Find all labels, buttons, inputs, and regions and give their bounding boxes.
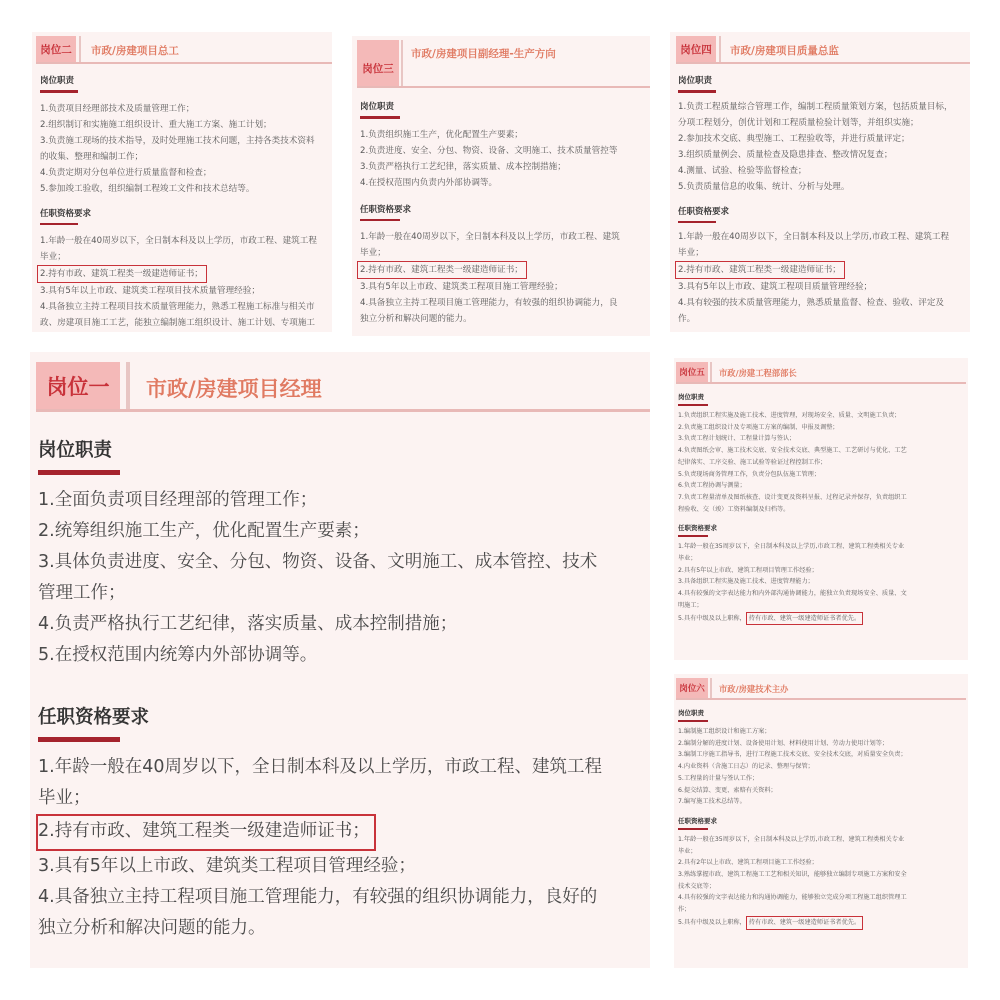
duty-item: 1.负责组织施工生产，优化配置生产要素； [360, 129, 523, 140]
duties-heading: 岗位职责 [38, 440, 113, 461]
duties-heading: 岗位职责 [360, 102, 395, 112]
duty-item: 5.工程量的计量与签认工作； [678, 774, 759, 782]
duty-item: 2.负责进度、安全、分包、物资、设备、文明施工、技术质量管控等 [360, 145, 618, 156]
duty-item: 的收集、整理和编制工作； [40, 151, 144, 162]
position-badge: 岗位三 [357, 40, 399, 86]
requirement-item: 毕业； [678, 847, 697, 855]
job-card-header [676, 36, 970, 64]
highlighted-requirement: 持有市政、建筑一级建造师证书者优先。 [746, 916, 863, 930]
duties-section [352, 88, 650, 191]
duty-item: 2.参加技术交底、典型施工、工程验收等，并进行质量评定； [678, 133, 910, 144]
requirement-item: 4.具备独立主持工程项目施工管理能力，有较强的组织协调能力，良好的 [38, 887, 598, 907]
requirement-item: 4.具有较强的文字表达能力和内外部沟通协调能力，能独立负责现场安全、质量、文 [678, 590, 907, 598]
duty-item: 4.负责图纸会审、施工技术交底、安全技术交底、典型施工、工艺研讨与优化、工艺 [678, 447, 907, 455]
heading-underline [678, 404, 708, 406]
requirements-heading: 任职资格要求 [678, 206, 730, 217]
duty-item: 1.全面负责项目经理部的管理工作； [38, 490, 318, 510]
job-card-position-5 [674, 358, 968, 660]
heading-underline [678, 720, 708, 722]
requirement-item: 3.具有5年以上市政、建筑类工程项目技术质量管理经验； [40, 286, 260, 296]
requirement-item: 技术交底等； [678, 882, 716, 890]
duty-item: 2.组织制订和实施施工组织设计、重大施工方案、施工计划； [40, 119, 272, 130]
duty-item: 4.负责定期对分包单位进行质量监督和检查； [40, 167, 212, 178]
requirement-item: 2.具有5年以上市政、建筑工程项目管理工作经验； [678, 566, 818, 574]
requirement-item: 毕业； [360, 248, 386, 258]
heading-underline [678, 90, 716, 93]
duty-item: 7.编写施工技术总结等。 [678, 798, 746, 806]
duty-item: 5.负责现场商务管理工作，负责分包队伍施工管理； [678, 470, 821, 478]
requirement-item: 4.具有较强的文字表达能力和沟通协调能力，能够独立完成分项工程施工组织管理工 [678, 894, 907, 902]
requirement-item [678, 916, 968, 930]
requirement-item: 政、房建项目施工工艺，能独立编制施工组织设计、施工计划、专项施工 [40, 318, 316, 328]
requirement-prefix: 5.具有中级及以上职称， [678, 614, 746, 622]
requirement-item: 1.年龄一般在40周岁以下，全日制本科及以上学历,市政工程、建筑工程 [678, 232, 950, 242]
requirement-item: 3.熟练掌握市政、建筑工程施工工艺和相关知识，能够独立编制专项施工方案和安全 [678, 871, 907, 879]
requirements-heading: 任职资格要求 [360, 204, 412, 215]
requirement-item: 1.年龄一般在40周岁以下，全日制本科及以上学历，市政工程、建筑工程 [40, 236, 317, 246]
requirement-item: 4.具有较强的技术质量管理能力，熟悉质量监督、检查、验收、评定及 [678, 298, 945, 308]
requirements-heading: 任职资格要求 [678, 816, 717, 825]
requirements-section [670, 195, 970, 328]
requirement-item: 1.年龄一般在40周岁以下，全日制本科及以上学历，市政工程、建筑 [360, 232, 620, 242]
heading-underline [38, 470, 120, 475]
duty-item: 6.提交结算、变更、索赔有关资料； [678, 786, 777, 794]
heading-underline [678, 535, 708, 537]
highlighted-requirement: 2.持有市政、建筑工程类一级建造师证书； [675, 261, 845, 279]
requirement-item: 毕业； [38, 788, 91, 808]
duty-item: 4.在授权范围内负责内外部协调等。 [360, 177, 498, 188]
duties-section [30, 412, 650, 671]
highlighted-requirement: 2.持有市政、建筑工程类一级建造师证书； [36, 814, 376, 851]
duties-heading: 岗位职责 [678, 76, 713, 86]
position-title: 市政/房建工程部部长 [719, 368, 797, 378]
position-title: 市政/房建项目经理 [146, 377, 322, 401]
duties-heading: 岗位职责 [678, 393, 704, 401]
requirement-item: 4.具备独立主持工程项目施工管理能力，有较强的组织协调能力，良 [360, 298, 618, 308]
position-badge: 岗位四 [676, 36, 716, 62]
requirements-heading: 任职资格要求 [40, 208, 92, 219]
duty-item: 3.负责施工现场的技术指导，及时处理施工技术问题，主持各类技术资料 [40, 135, 315, 146]
heading-underline [40, 90, 78, 93]
duty-item: 1.负责工程质量综合管理工作，编制工程质量策划方案，包括质量目标， [678, 101, 953, 112]
job-card-position-1 [30, 352, 650, 968]
requirement-item [678, 612, 968, 626]
job-card-header [676, 678, 966, 700]
requirements-section [674, 808, 968, 930]
requirement-item: 1.年龄一般在35周岁以下，全日制本科及以上学历,市政工程、建筑工程类相关专业 [678, 543, 905, 551]
position-title: 市政/房建项目副经理-生产方向 [411, 48, 556, 60]
position-badge: 岗位二 [36, 36, 76, 62]
duty-item: 5.负责质量信息的收集、统计、分析与处理。 [678, 181, 850, 192]
position-badge: 岗位一 [36, 362, 120, 409]
duty-item: 4.内业资料（含施工日志）的记录、整理与保管； [678, 763, 814, 771]
duty-item: 6.负责工程协调与测量； [678, 482, 746, 490]
duties-heading: 岗位职责 [40, 76, 75, 86]
heading-underline [678, 221, 716, 224]
job-card-position-6 [674, 674, 968, 968]
job-card-position-3 [352, 36, 650, 336]
job-card-header [357, 40, 650, 88]
duties-section [670, 64, 970, 195]
requirement-item: 独立分析和解决问题的能力。 [360, 314, 472, 324]
requirement-item: 独立分析和解决问题的能力。 [38, 918, 266, 938]
requirements-heading: 任职资格要求 [38, 707, 150, 728]
duty-item: 2.编制分解的进度计划、设备使用计划、材料使用计划、劳动力使用计划等； [678, 739, 889, 747]
duty-item: 4.负责严格执行工艺纪律，落实质量、成本控制措施； [38, 614, 458, 634]
duty-item: 2.负责施工组织设计及专项施工方案的编制、申报及调整； [678, 423, 839, 431]
duty-item: 3.具体负责进度、安全、分包、物资、设备、文明施工、成本管控、技术 [38, 552, 598, 572]
requirements-section [30, 679, 650, 944]
job-card-position-2 [32, 32, 332, 332]
requirement-item: 4.具备独立主持工程项目技术质量管理能力，熟悉工程施工标准与相关市 [40, 302, 315, 312]
duty-item: 1.负责组织工程实施及施工技术、进度管理，对现场安全、质量、文明施工负责； [678, 412, 901, 419]
job-card-position-4 [670, 32, 970, 332]
position-badge: 岗位六 [676, 678, 708, 698]
position-title: 市政/房建技术主办 [719, 684, 789, 694]
heading-underline [360, 116, 400, 119]
requirements-section [32, 197, 332, 332]
job-card-header [36, 362, 650, 412]
heading-underline [678, 828, 708, 830]
duty-item: 管理工作； [38, 583, 126, 603]
highlighted-requirement: 持有市政、建筑一级建造师证书者优先。 [746, 612, 863, 626]
requirement-item: 3.具有5年以上市政、建筑类工程项目施工管理经验； [360, 282, 563, 292]
highlighted-requirement: 2.持有市政、建筑工程类一级建造师证书； [357, 261, 527, 279]
duties-section [674, 700, 968, 808]
duty-item: 5.在授权范围内统筹内外部协调等。 [38, 645, 318, 665]
duty-item: 4.测量、试验、检验等监督检查； [678, 165, 807, 176]
position-title: 市政/房建项目质量总监 [730, 45, 839, 57]
requirement-item: 毕业； [678, 248, 704, 258]
duty-item: 纪律落实、工序交验、施工试验等验证过程控制工作； [678, 458, 827, 466]
duty-item: 3.编制工序施工指导书，进行工程施工技术交底、安全技术交底，对质量安全负责； [678, 751, 907, 759]
requirement-item: 2.具有2年以上市政、建筑工程项目施工工作经验； [678, 859, 818, 867]
duty-item: 1.负责项目经理部技术及质量管理工作； [40, 103, 195, 114]
requirement-item: 毕业； [678, 555, 697, 563]
requirement-item: 3.具有5年以上市政、建筑工程项目质量管理经验； [678, 282, 873, 292]
duties-section [32, 64, 332, 197]
job-card-header [676, 362, 966, 384]
highlighted-requirement: 2.持有市政、建筑工程类一级建造师证书； [37, 265, 207, 283]
position-title: 市政/房建项目总工 [91, 45, 179, 57]
duty-item: 2.统筹组织施工生产，优化配置生产要素； [38, 521, 370, 541]
requirement-item: 1.年龄一般在35周岁以下，全日制本科及以上学历,市政工程、建筑工程类相关专业 [678, 835, 905, 843]
duty-item: 3.组织质量例会、质量检查及隐患排查、整改情况复查； [678, 149, 893, 160]
duty-item: 7.负责工程量清单及图纸核查、设计变更及资料呈报、过程记录并保存，负责组织工 [678, 493, 907, 501]
heading-underline [360, 219, 400, 222]
requirement-item: 1.年龄一般在40周岁以下，全日制本科及以上学历，市政工程、建筑工程 [38, 757, 602, 777]
duty-item: 3.负责严格执行工艺纪律，落实质量、成本控制措施； [360, 161, 566, 172]
requirement-prefix: 5.具有中级及以上职称， [678, 918, 746, 926]
requirement-item: 3.具有5年以上市政、建筑类工程项目管理经验； [38, 856, 416, 876]
duty-item: 3.负责工程计划统计、工程量计算与签认； [678, 435, 796, 443]
requirement-item: 毕业； [40, 252, 66, 262]
requirements-section [674, 515, 968, 625]
requirement-item: 作； [678, 906, 691, 914]
requirement-item: 3.具备组织工程实施及施工技术、进度管理能力； [678, 578, 814, 586]
position-badge: 岗位五 [676, 362, 708, 382]
duty-item: 程验收、交（竣）工资料编制及归档等。 [678, 505, 790, 513]
heading-underline [38, 737, 120, 742]
duty-item: 分项工程划分，创优计划和工程质量检验计划等，并组织实施； [678, 117, 919, 128]
requirement-item: 明施工； [678, 601, 703, 609]
requirements-heading: 任职资格要求 [678, 524, 717, 533]
job-card-header [36, 36, 332, 64]
duties-section [674, 384, 968, 515]
requirement-item: 作。 [678, 314, 696, 324]
duties-heading: 岗位职责 [678, 709, 704, 717]
requirements-section [352, 191, 650, 328]
duty-item: 5.参加竣工验收，组织编制工程竣工文件和技术总结等。 [40, 183, 255, 194]
heading-underline [40, 223, 78, 226]
duty-item: 1.编制施工组织设计和施工方案； [678, 728, 771, 735]
